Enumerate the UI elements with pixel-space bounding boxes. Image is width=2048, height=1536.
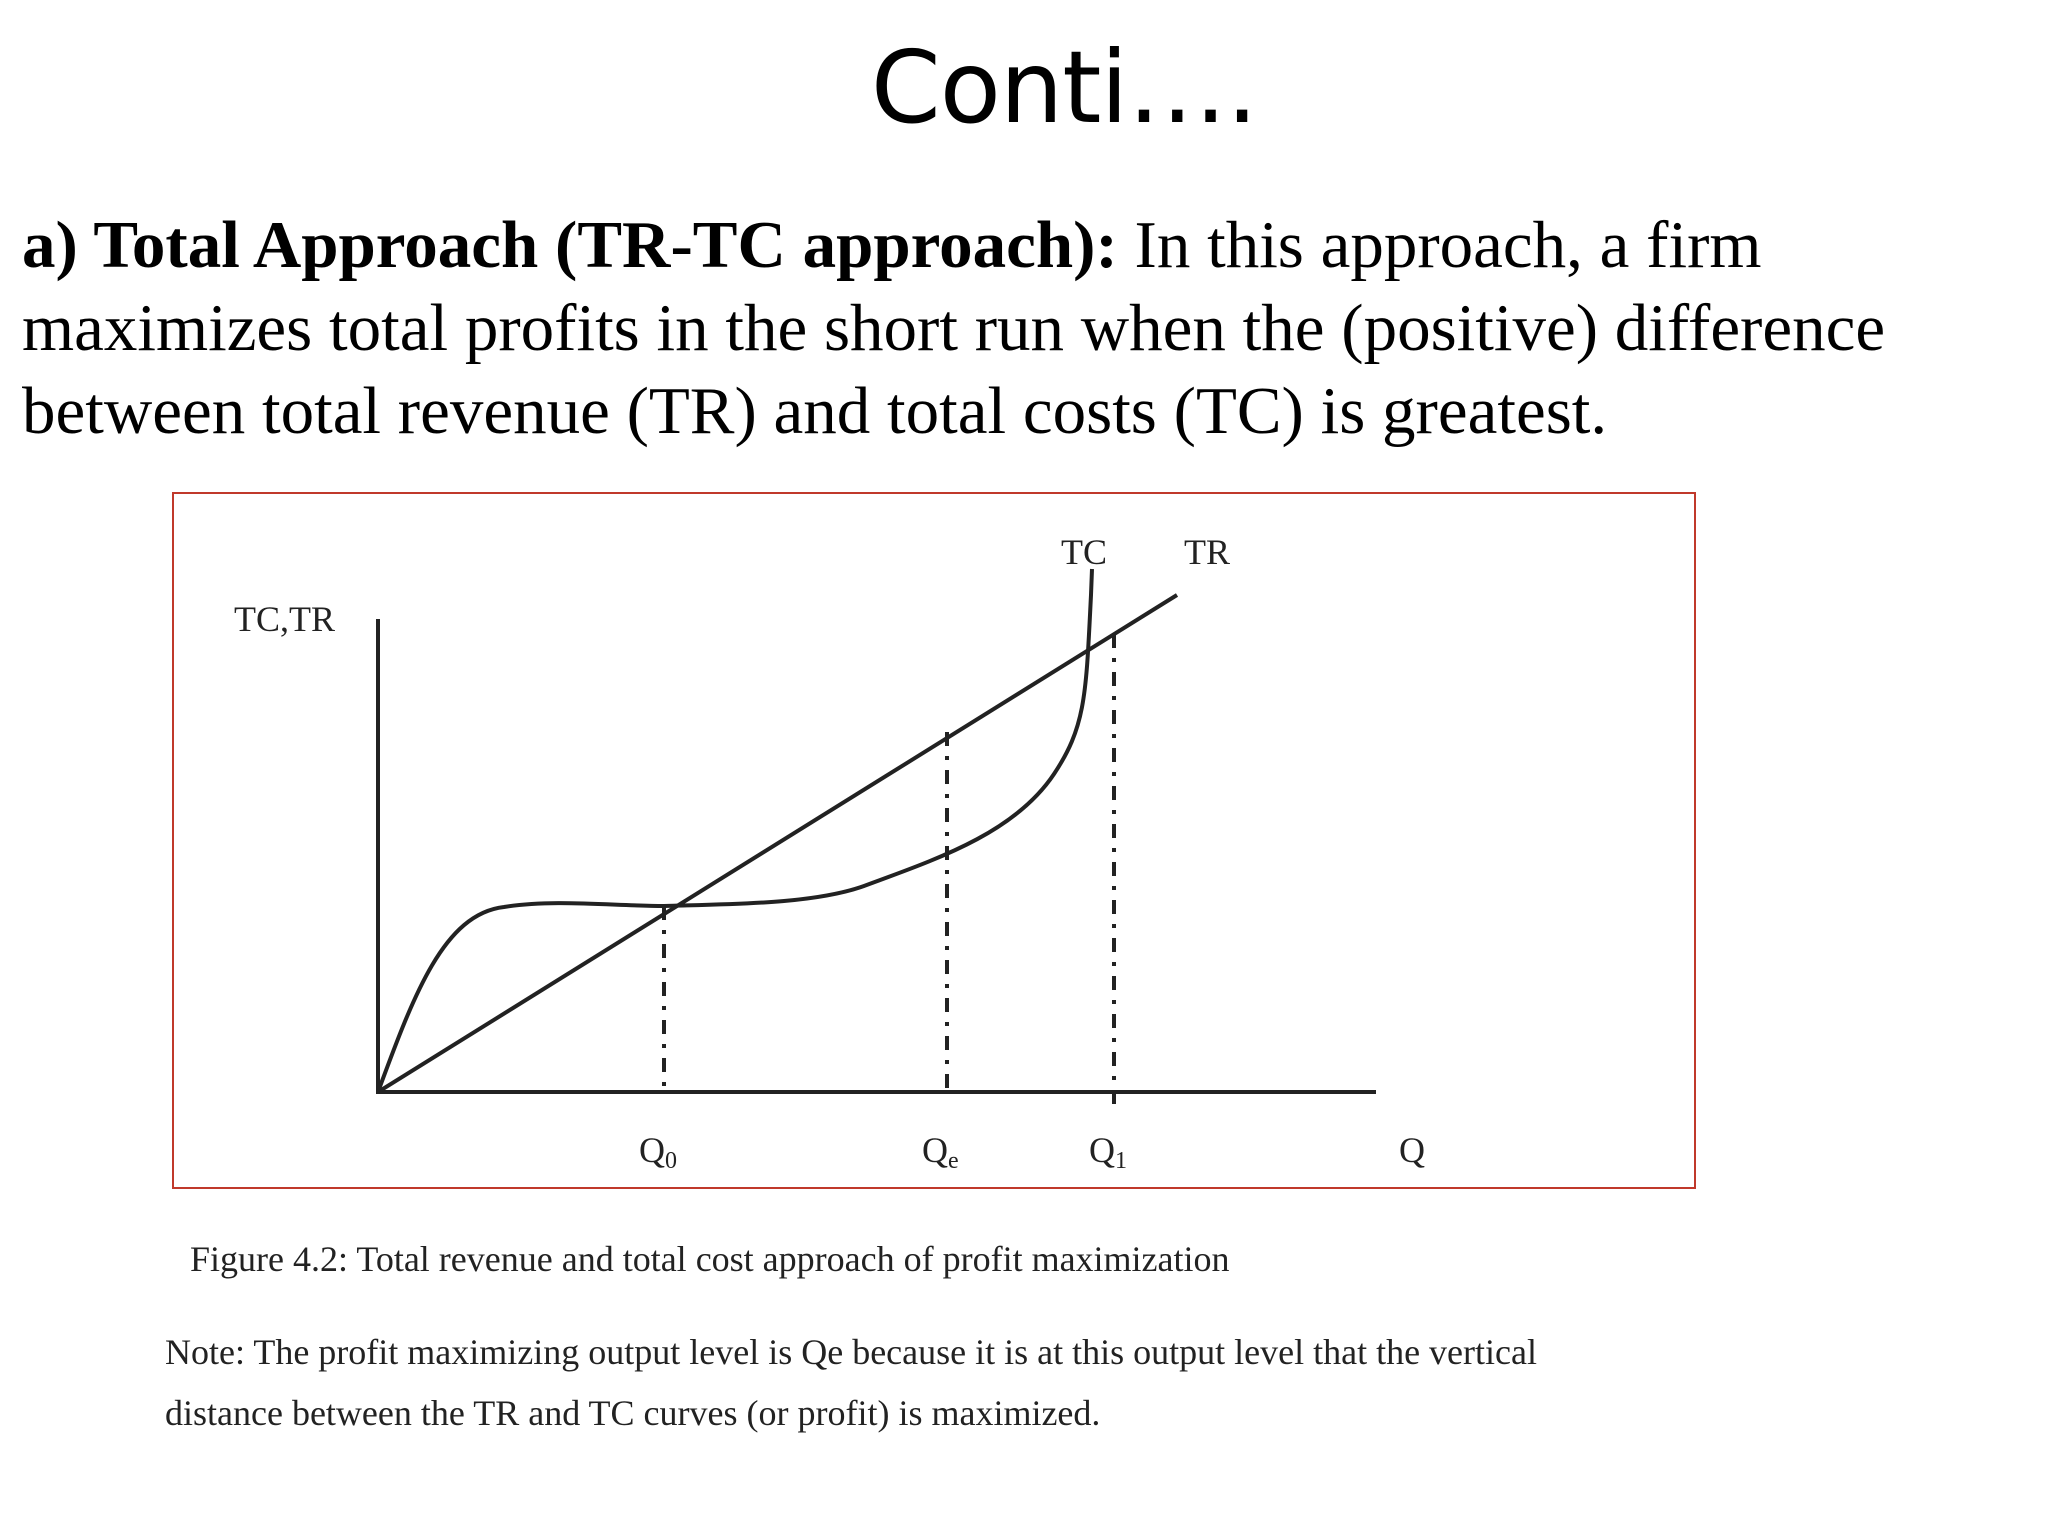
x-axis-label: Q <box>1399 1130 1425 1170</box>
tc-curve-label: TC <box>1061 532 1108 572</box>
figure-note <box>165 1322 1965 1444</box>
figure-note-line-1: Note: The profit maximizing output level is Qe because it is at this output level that the vertical <box>165 1332 1537 1372</box>
approach-heading: a) Total Approach (TR-TC approach): <box>22 208 1118 282</box>
figure-frame <box>172 492 1696 1189</box>
tr-line <box>378 595 1177 1092</box>
tr-tc-diagram <box>174 494 1694 1187</box>
q1-label: Q1 <box>1089 1130 1127 1174</box>
qe-label: Qe <box>922 1130 959 1174</box>
figure-note-line-2: distance between the TR and TC curves (or profit) is maximized. <box>165 1393 1101 1433</box>
y-axis-label: TC,TR <box>234 599 336 639</box>
tc-curve <box>378 569 1092 1092</box>
figure-caption: Figure 4.2: Total revenue and total cost approach of profit maximization <box>190 1239 1230 1279</box>
tr-line-label: TR <box>1184 532 1231 572</box>
approach-description: In this approach, a firm maximizes total profits in the short run when the (positive) difference between total revenue (TR) and total costs (TC) is greatest. <box>22 208 1886 448</box>
q0-label: Q0 <box>639 1130 677 1174</box>
slide-title: Conti…. <box>870 29 1258 146</box>
body-paragraph <box>22 204 2022 453</box>
